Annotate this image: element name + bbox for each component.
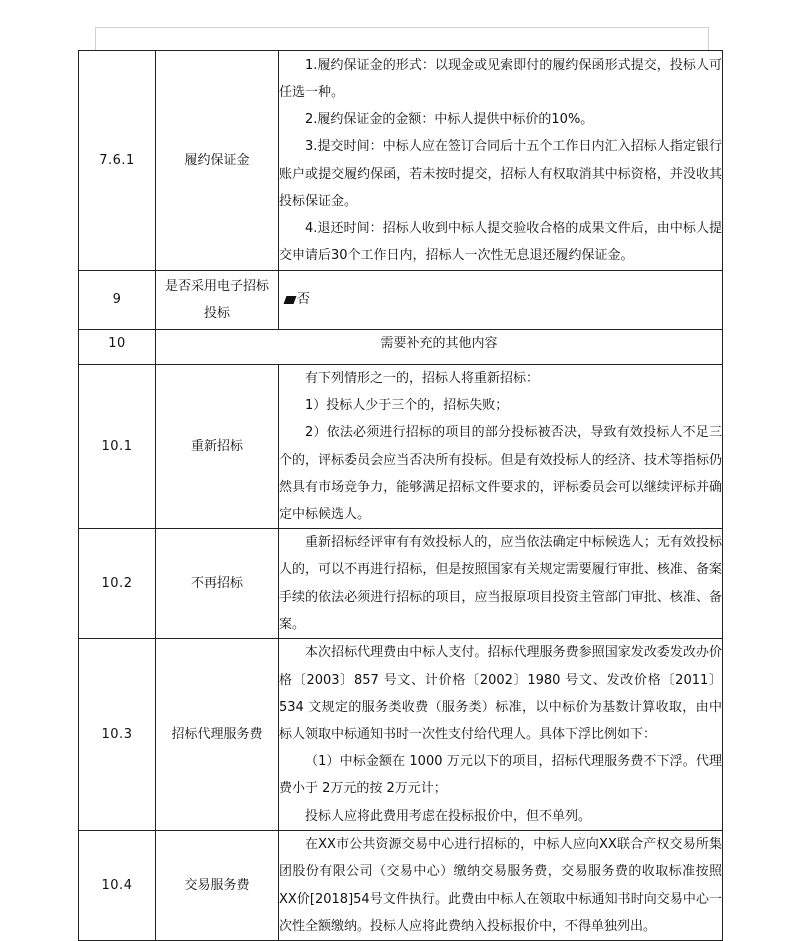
clause-name: 不再招标 (156, 529, 279, 639)
table-row (79, 330, 723, 365)
clause-name (156, 271, 279, 330)
table-row (79, 831, 723, 941)
paragraph: 投标人应将此费用考虑在投标报价中，但不单列。 (305, 808, 592, 824)
clause-content (279, 831, 723, 941)
clause-name: 重新招标 (156, 365, 279, 529)
option-line (279, 286, 722, 313)
page-header-border (95, 27, 709, 50)
clause-number: 10 (79, 330, 156, 365)
bid-data-table (78, 50, 723, 941)
clause-content (279, 271, 723, 330)
table-row (79, 639, 723, 831)
paragraph: 4.退还时间：招标人收到中标人提交验收合格的成果文件后，由中标人提交申请后30个工作日内，招标人一次性无息退还履约保证金。 (279, 220, 722, 264)
paragraph: 1）投标人少于三个的，招标失败； (305, 398, 509, 414)
clause-number: 10.4 (79, 831, 156, 941)
checked-box-icon (284, 296, 297, 304)
section-heading: 需要补充的其他内容 (156, 330, 723, 365)
clause-name: 招标代理服务费 (156, 639, 279, 831)
paragraph: 重新招标经评审有有效投标人的，应当依法确定中标候选人；无有效投标人的，可以不再进行招标，但是按照国家有关规定需要履行审批、核准、备案手续的依法必须进行招标的项目，应当报原项目投资主管部门审批、核准、备案。 (279, 535, 722, 632)
clause-name: 履约保证金 (156, 51, 279, 271)
paragraph: 3.提交时间：中标人应在签订合同后十五个工作日内汇入招标人指定银行账户或提交履约保函，若未按时提交，招标人有权取消其中标资格，并没收其投标保证金。 (279, 139, 722, 209)
clause-number: 10.3 (79, 639, 156, 831)
paragraph: 本次招标代理费由中标人支付。招标代理服务费参照国家发改委发改办价格〔2003〕857 号文、计价格〔2002〕1980 号文、发改价格〔2011〕534 文规定的服务类收费（服务类）标准，以中标价为基数计算收取，由中标人领取中标通知书时一次性支付给代理人。具体下浮比例如下： (279, 645, 722, 742)
paragraph: 有下列情形之一的，招标人将重新招标： (305, 371, 540, 386)
option-label: 否 (297, 292, 311, 308)
paragraph: 2.履约保证金的金额：中标人提供中标价的10%。 (305, 112, 594, 128)
clause-number: 7.6.1 (79, 51, 156, 271)
table-row (79, 51, 723, 271)
clause-number: 10.2 (79, 529, 156, 639)
table-row (79, 271, 723, 330)
paragraph: 2）依法必须进行招标的项目的部分投标被否决，导致有效投标人不足三个的，评标委员会应当否决所有投标。但是有效投标人的经济、技术等指标仍然具有市场竞争力，能够满足招标文件要求的，评标委员会可以继续评标并确定中标候选人。 (279, 425, 722, 523)
clause-content (279, 51, 723, 271)
clause-content (279, 529, 723, 639)
clause-content (279, 639, 723, 831)
clause-number: 9 (79, 271, 156, 330)
clause-name: 交易服务费 (156, 831, 279, 941)
paragraph: （1）中标金额在 1000 万元以下的项目，招标代理服务费不下浮。代理费小于 2万元的按 2万元计； (279, 754, 722, 797)
clause-number: 10.1 (79, 365, 156, 529)
table-row (79, 529, 723, 639)
paragraph: 1.履约保证金的形式：以现金或见索即付的履约保函形式提交，投标人可任选一种。 (279, 57, 722, 100)
clause-name-text: 是否采用电子招标投标 (165, 278, 270, 321)
paragraph: 在XX市公共资源交易中心进行招标的，中标人应向XX联合产权交易所集团股份有限公司（交易中心）缴纳交易服务费，交易服务费的收取标准按照XX价[2018]54号文件执行。此费由中标人在领取中标通知书时向交易中心一次性全额缴纳。投标人应将此费纳入投标报价中，不得单独列出。 (279, 837, 722, 934)
table-row (79, 365, 723, 529)
clause-content (279, 365, 723, 529)
